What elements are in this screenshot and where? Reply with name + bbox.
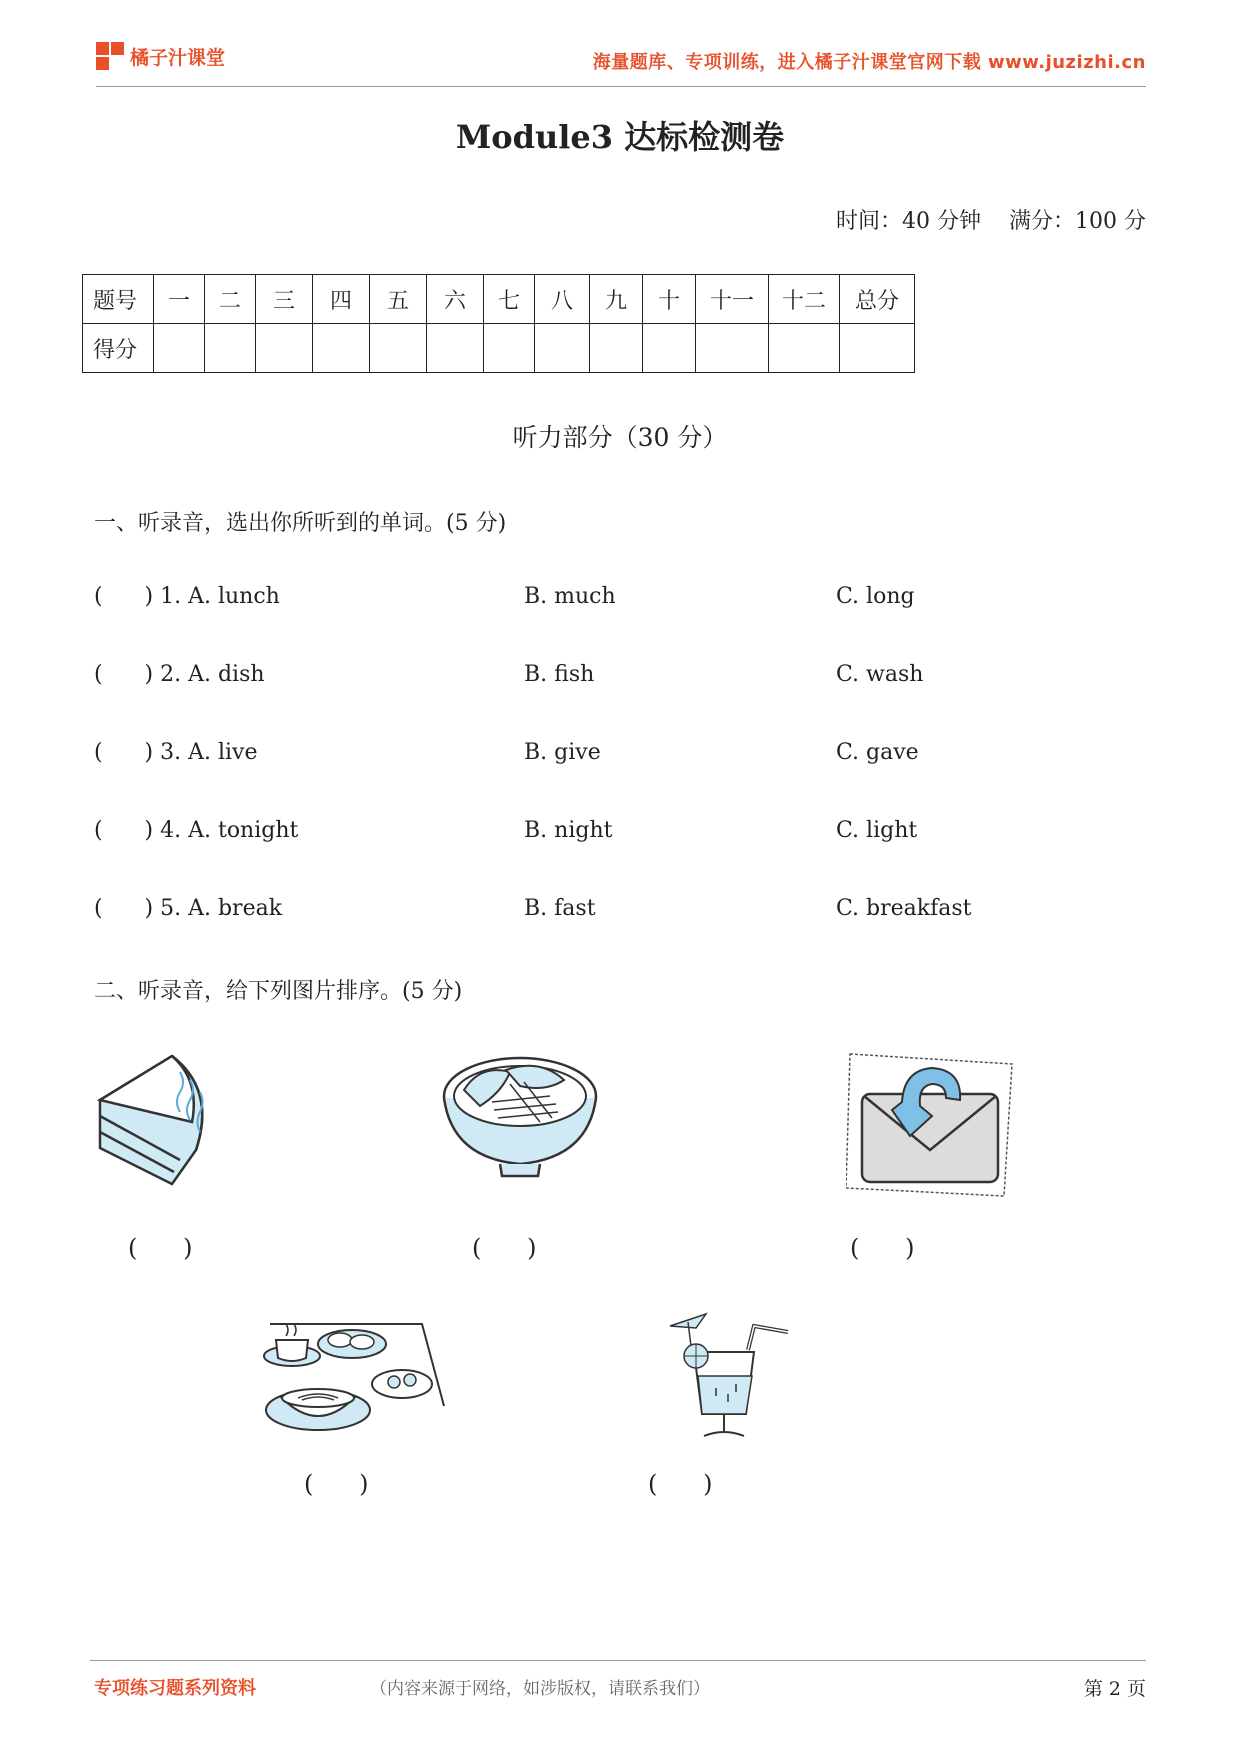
header-divider xyxy=(96,86,1146,87)
section-2-heading: 二、听录音，给下列图片排序。(5 分) xyxy=(94,979,463,1004)
table-cell: 十 xyxy=(643,275,696,324)
page-title: Module3 达标检测卷 xyxy=(455,118,785,156)
score-cell[interactable] xyxy=(205,324,256,373)
section-1-heading: 一、听录音，选出你所听到的单词。(5 分) xyxy=(94,511,507,536)
score-cell[interactable] xyxy=(769,324,840,373)
question-option-c: C. breakfast xyxy=(836,896,972,921)
question-option-b: B. much xyxy=(524,584,616,609)
score-table-score-row xyxy=(83,324,915,373)
score-cell[interactable] xyxy=(427,324,484,373)
question-row xyxy=(94,896,1154,926)
site-logo xyxy=(96,42,225,70)
question-option-a: ( ) 4. A. tonight xyxy=(94,818,299,843)
answer-blank[interactable]: ( ) xyxy=(128,1234,193,1262)
score-table xyxy=(82,274,915,373)
noodle-bowl-icon xyxy=(440,1052,600,1182)
answer-blank[interactable]: ( ) xyxy=(304,1470,369,1498)
question-option-c: C. long xyxy=(836,584,915,609)
question-row xyxy=(94,662,1154,692)
table-cell: 三 xyxy=(256,275,313,324)
question-row xyxy=(94,584,1154,614)
question-option-a: ( ) 1. A. lunch xyxy=(94,584,280,609)
score-cell[interactable] xyxy=(590,324,643,373)
table-cell: 十二 xyxy=(769,275,840,324)
table-cell: 得分 xyxy=(83,324,154,373)
table-cell: 六 xyxy=(427,275,484,324)
score-cell[interactable] xyxy=(484,324,535,373)
question-row xyxy=(94,740,1154,770)
footer-series: 专项练习题系列资料 xyxy=(94,1678,256,1699)
table-cell: 四 xyxy=(313,275,370,324)
question-option-b: B. fast xyxy=(524,896,596,921)
table-cell: 总分 xyxy=(840,275,915,324)
exam-info: 时间：40 分钟 满分：100 分 xyxy=(836,209,1146,234)
score-cell[interactable] xyxy=(840,324,915,373)
question-option-b: B. fish xyxy=(524,662,595,687)
breakfast-table-icon xyxy=(262,1310,452,1436)
question-option-b: B. give xyxy=(524,740,601,765)
score-cell[interactable] xyxy=(535,324,590,373)
question-option-c: C. light xyxy=(836,818,918,843)
juice-glass-icon xyxy=(666,1304,796,1444)
answer-blank[interactable]: ( ) xyxy=(472,1234,537,1262)
table-cell: 九 xyxy=(590,275,643,324)
footer-copyright: （内容来源于网络，如涉版权，请联系我们） xyxy=(370,1679,710,1699)
table-cell: 一 xyxy=(154,275,205,324)
question-option-a: ( ) 2. A. dish xyxy=(94,662,265,687)
question-option-b: B. night xyxy=(524,818,613,843)
table-cell: 十一 xyxy=(696,275,769,324)
logo-icon xyxy=(96,42,124,70)
mail-icon xyxy=(846,1050,1016,1200)
answer-blank[interactable]: ( ) xyxy=(648,1470,713,1498)
question-row xyxy=(94,818,1154,848)
table-cell: 题号 xyxy=(83,275,154,324)
score-cell[interactable] xyxy=(370,324,427,373)
table-cell: 二 xyxy=(205,275,256,324)
score-table-header-row xyxy=(83,275,915,324)
page-number: 第 2 页 xyxy=(1083,1678,1146,1700)
cake-icon xyxy=(96,1050,226,1190)
header-slogan: 海量题库、专项训练，进入橘子汁课堂官网下载 www.juzizhi.cn xyxy=(592,52,1146,73)
table-cell: 五 xyxy=(370,275,427,324)
question-option-a: ( ) 5. A. break xyxy=(94,896,283,921)
answer-blank[interactable]: ( ) xyxy=(850,1234,915,1262)
question-option-c: C. gave xyxy=(836,740,919,765)
footer-divider xyxy=(90,1660,1146,1661)
logo-text: 橘子汁课堂 xyxy=(130,46,226,69)
score-cell[interactable] xyxy=(154,324,205,373)
table-cell: 七 xyxy=(484,275,535,324)
score-cell[interactable] xyxy=(643,324,696,373)
score-cell[interactable] xyxy=(696,324,769,373)
question-option-a: ( ) 3. A. live xyxy=(94,740,258,765)
table-cell: 八 xyxy=(535,275,590,324)
question-option-c: C. wash xyxy=(836,662,924,687)
listening-section-title: 听力部分（30 分） xyxy=(512,423,728,452)
score-cell[interactable] xyxy=(256,324,313,373)
score-cell[interactable] xyxy=(313,324,370,373)
